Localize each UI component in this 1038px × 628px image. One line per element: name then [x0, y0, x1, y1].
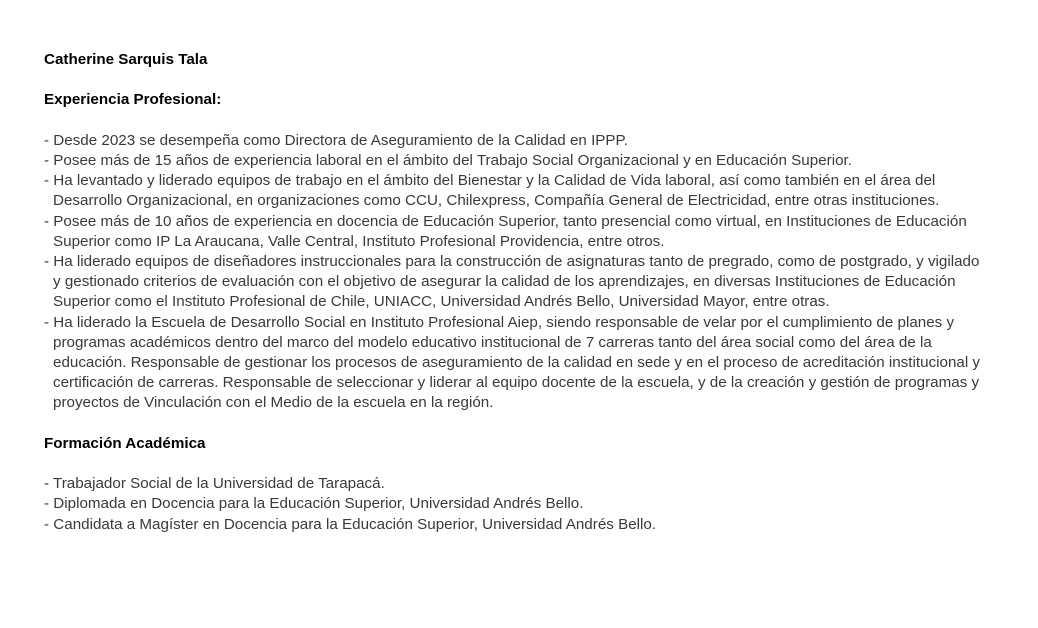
- spacer: [44, 414, 984, 434]
- education-item: - Candidata a Magíster en Docencia para la Educación Superior, Universidad Andrés Bello.: [44, 515, 657, 533]
- experience-item: - Ha liderado equipos de diseñadores instruccionales para la construcción de asignaturas tanto de pregrado, como de postgrado, y vigilado y gestionado criterios de evaluación con el objetivo de asegurar la calidad de los aprendizajes, en diversas Instituciones de Educación Superior como el Instituto Profesional de Chile, UNIACC, Universidad Andrés Bello, Universidad Mayor, entre otras.: [44, 252, 980, 311]
- experience-item: - Ha liderado la Escuela de Desarrollo Social en Instituto Profesional Aiep, siendo responsable de velar por el cumplimiento de planes y programas académicos dentro del marco del modelo educativo institucional de 7 carreras tanto del área social como del área de la educación. Responsable de gestionar los procesos de aseguramiento de la calidad en sede y en el proceso de acreditación institucional y certificación de carreras. Responsable de seleccionar y liderar al equipo docente de la escuela, y de la creación y gestión de programas y proyectos de Vinculación con el Medio de la escuela en la región.: [44, 313, 981, 412]
- experience-item: - Posee más de 15 años de experiencia laboral en el ámbito del Trabajo Social Organizacional y en Educación Superior.: [44, 151, 852, 169]
- experience-heading: Experiencia Profesional:: [44, 91, 222, 109]
- experience-list: [44, 131, 984, 414]
- education-item: - Trabajador Social de la Universidad de Tarapacá.: [44, 475, 385, 493]
- education-list: [44, 474, 984, 535]
- education-heading: Formación Académica: [44, 434, 206, 452]
- experience-item: - Desde 2023 se desempeña como Directora de Aseguramiento de la Calidad en IPPP.: [44, 131, 628, 149]
- experience-item: - Posee más de 10 años de experiencia en docencia de Educación Superior, tanto presencial como virtual, en Instituciones de Educación Superior como IP La Araucana, Valle Central, Instituto Profesional Providencia, entre otros.: [44, 212, 967, 250]
- resume-document: [44, 50, 984, 535]
- spacer: [44, 454, 984, 474]
- education-item: - Diplomada en Docencia para la Educación Superior, Universidad Andrés Bello.: [44, 495, 584, 513]
- person-name: Catherine Sarquis Tala: [44, 51, 208, 68]
- experience-item: - Ha levantado y liderado equipos de trabajo en el ámbito del Bienestar y la Calidad de Vida laboral, así como también en el área del Desarrollo Organizacional, en organizaciones como CCU, Chilexpress, Compañía General de Electricidad, entre otras instituciones.: [44, 172, 940, 210]
- spacer: [44, 111, 984, 131]
- spacer: [44, 70, 984, 90]
